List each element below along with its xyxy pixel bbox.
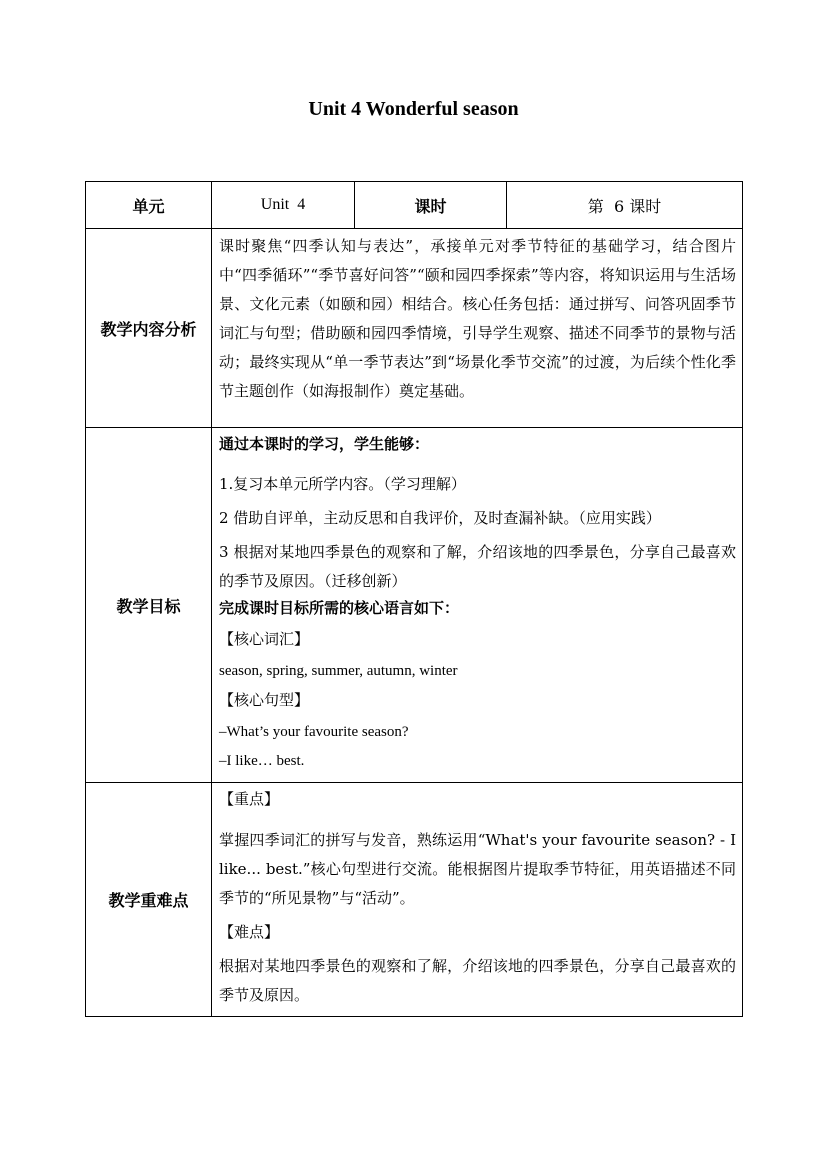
focus-text: 掌握四季词汇的拼写与发音，熟练运用“What's your favourite season? - I like... best.”核心句型进行交流。能根据图片提取季节特征，用英语描述不同季节的“所见景物”与“活动”。 [219,831,736,907]
lesson-plan-table [85,181,743,1017]
content-analysis-row [86,229,743,428]
difficulty-text: 根据对某地四季景色的观察和了解，介绍该地的四季景色，分享自己最喜欢的季节及原因。 [219,957,736,1004]
objective-item: 3 根据对某地四季景色的观察和了解，介绍该地的四季景色，分享自己最喜欢的季节及原因。（迁移创新） [219,543,736,590]
content-analysis-label: 教学内容分析 [86,229,212,428]
key-points-cell [212,783,743,1017]
focus-heading: 【重点】 [219,790,280,808]
objectives-label: 教学目标 [86,428,212,783]
objectives-row [86,428,743,783]
objective-item: 1.复习本单元所学内容。（学习理解） [219,475,466,493]
content-analysis-text: 课时聚焦“四季认知与表达”，承接单元对季节特征的基础学习，结合图片中“四季循环”“季节喜好问答”“颐和园四季探索”等内容，将知识运用与生活场景、文化元素（如颐和园）相结合。核心任务包括：通过拼写、问答巩固季节词汇与句型；借助颐和园四季情境，引导学生观察、描述不同季节的景物与活动；最终实现从“单一季节表达”到“场景化季节交流”的过渡，为后续个性化季节主题创作（如海报制作）奠定基础。 [219,237,736,400]
core-language-intro: 完成课时目标所需的核心语言如下： [219,599,460,617]
key-points-label: 教学重难点 [86,783,212,1017]
sentence-pattern: –What’s your favourite season? [219,724,409,740]
objective-item: 2 借助自评单，主动反思和自我评价，及时查漏补缺。（应用实践） [219,509,661,527]
unit-value: Unit 4 [212,182,355,229]
difficulty-heading: 【难点】 [219,923,280,941]
period-value: 第 6 课时 [507,182,743,229]
page-title: Unit 4 Wonderful season [308,98,519,120]
unit-label: 单元 [86,182,212,229]
objectives-cell [212,428,743,783]
vocab-list: season, spring, summer, autumn, winter [219,663,458,679]
objectives-intro: 通过本课时的学习，学生能够： [219,435,430,453]
sentence-pattern: –I like… best. [219,753,305,769]
sentence-heading: 【核心句型】 [219,691,310,709]
period-label: 课时 [355,182,507,229]
vocab-heading: 【核心词汇】 [219,630,310,648]
content-analysis-cell [212,229,743,428]
key-points-row [86,783,743,1017]
header-row [86,182,743,229]
